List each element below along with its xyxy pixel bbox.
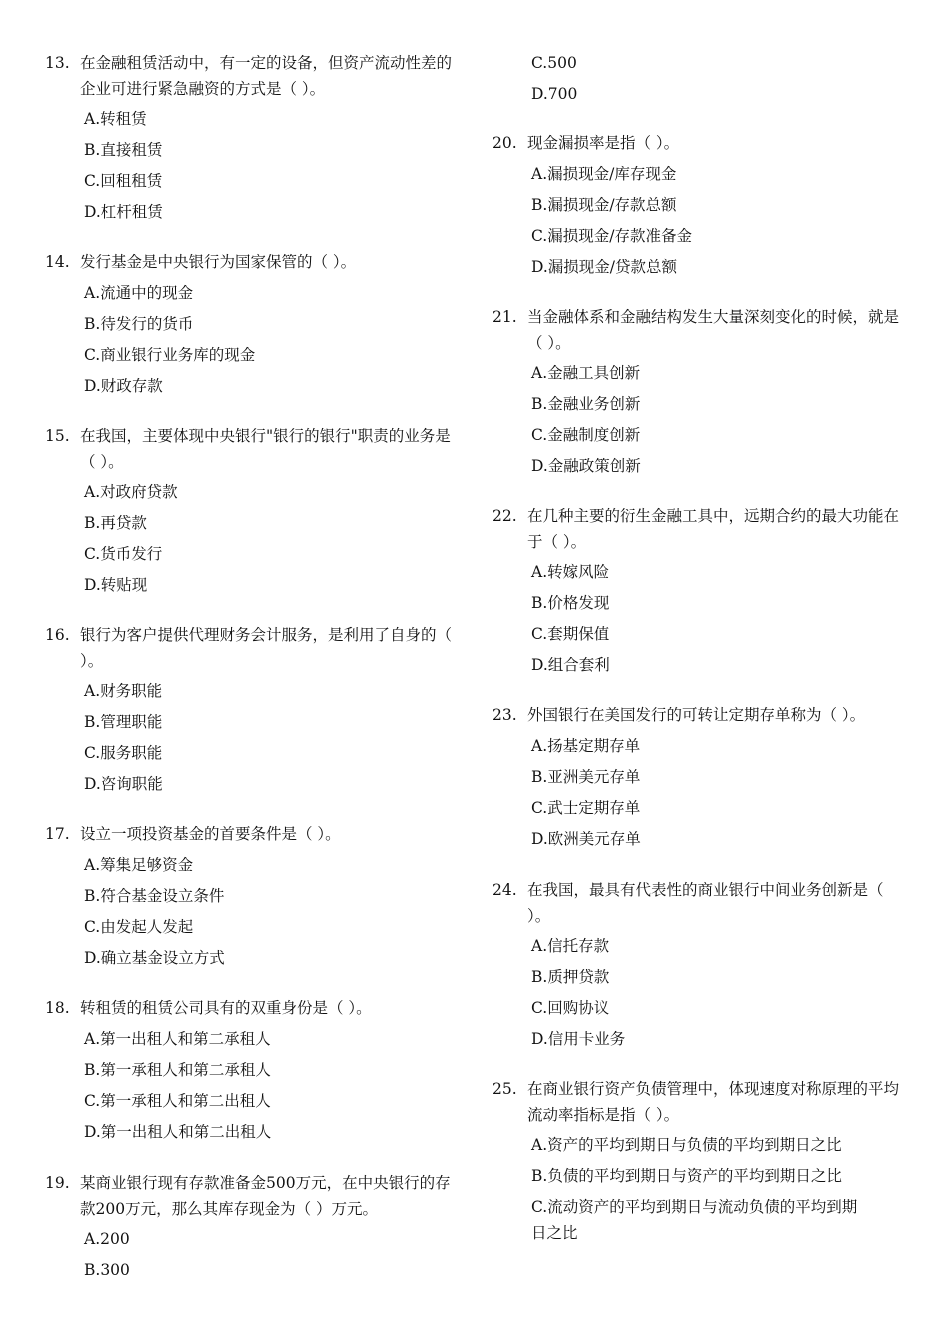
option-b: B.第一承租人和第二承租人 — [84, 1061, 271, 1079]
question-stem: 在我国，最具有代表性的商业银行中间业务创新是（ ）。 — [527, 881, 884, 925]
option-a: A.转嫁风险 — [531, 563, 610, 581]
question-number: 21. — [492, 308, 517, 326]
option-b: B.管理职能 — [84, 713, 163, 731]
option-d: D.欧洲美元存单 — [531, 830, 641, 848]
option-d: D.杠杆租赁 — [84, 203, 163, 221]
question-stem: 发行基金是中央银行为国家保管的（ ）。 — [80, 253, 357, 271]
option-c: C.500 — [531, 54, 577, 72]
option-a: A.金融工具创新 — [531, 364, 641, 382]
option-c: C.回购协议 — [531, 999, 610, 1017]
question-stem: 当金融体系和金融结构发生大量深刻变化的时候，就是（ ）。 — [527, 308, 900, 352]
option-d: D.财政存款 — [84, 377, 163, 395]
option-c: C.回租租赁 — [84, 172, 163, 190]
question-stem: 在商业银行资产负债管理中，体现速度对称原理的平均流动率指标是指（ ）。 — [527, 1080, 900, 1124]
question-number: 13. — [45, 54, 70, 72]
option-c: C.漏损现金/存款准备金 — [531, 227, 692, 245]
option-a: A.转租赁 — [84, 110, 147, 128]
question-stem: 转租赁的租赁公司具有的双重身份是（ ）。 — [80, 999, 372, 1017]
option-d: D.组合套利 — [531, 656, 610, 674]
option-a: A.流通中的现金 — [84, 284, 194, 302]
option-c: C.服务职能 — [84, 744, 163, 762]
option-b: B.符合基金设立条件 — [84, 887, 225, 905]
option-d: D.700 — [531, 85, 578, 103]
question-stem: 某商业银行现有存款准备金500万元，在中央银行的存款200万元，那么其库存现金为（ ）万元。 — [80, 1174, 451, 1218]
question-number: 20. — [492, 134, 517, 152]
option-d: D.第一出租人和第二出租人 — [84, 1123, 272, 1141]
option-b: B.价格发现 — [531, 594, 610, 612]
question-number: 22. — [492, 507, 517, 525]
question-stem: 外国银行在美国发行的可转让定期存单称为（ ）。 — [527, 706, 866, 724]
question-number: 14. — [45, 253, 70, 271]
option-b: B.漏损现金/存款总额 — [531, 196, 677, 214]
question-number: 23. — [492, 706, 517, 724]
option-c: C.货币发行 — [84, 545, 163, 563]
option-b: B.金融业务创新 — [531, 395, 641, 413]
option-a: A.第一出租人和第二承租人 — [84, 1030, 271, 1048]
option-c: C.商业银行业务库的现金 — [84, 346, 256, 364]
option-d: D.转贴现 — [84, 576, 148, 594]
question-number: 18. — [45, 999, 70, 1017]
option-b: B.负债的平均到期日与资产的平均到期日之比 — [531, 1167, 842, 1185]
option-c: C.由发起人发起 — [84, 918, 194, 936]
option-b: B.质押贷款 — [531, 968, 610, 986]
question-stem: 在几种主要的衍生金融工具中，远期合约的最大功能在于（ ）。 — [527, 507, 900, 551]
option-c: C.武士定期存单 — [531, 799, 641, 817]
question-stem: 现金漏损率是指（ ）。 — [527, 134, 680, 152]
option-d: D.金融政策创新 — [531, 457, 641, 475]
question-number: 17. — [45, 825, 70, 843]
question-number: 25. — [492, 1080, 517, 1098]
option-c: C.金融制度创新 — [531, 426, 641, 444]
option-d: D.确立基金设立方式 — [84, 949, 225, 967]
question-number: 19. — [45, 1174, 70, 1192]
option-a: A.200 — [84, 1230, 130, 1248]
question-stem: 银行为客户提供代理财务会计服务，是利用了自身的（ ）。 — [80, 626, 453, 670]
option-a: A.信托存款 — [531, 937, 610, 955]
option-a: A.扬基定期存单 — [531, 737, 641, 755]
option-b: B.直接租赁 — [84, 141, 163, 159]
question-stem: 在我国，主要体现中央银行"银行的银行"职责的业务是（ ）。 — [80, 427, 451, 471]
option-c: C.套期保值 — [531, 625, 610, 643]
option-a: A.财务职能 — [84, 682, 163, 700]
question-number: 16. — [45, 626, 70, 644]
question-number: 15. — [45, 427, 70, 445]
option-b: B.再贷款 — [84, 514, 147, 532]
question-number: 24. — [492, 881, 517, 899]
option-d: D.漏损现金/贷款总额 — [531, 258, 678, 276]
option-b: B.亚洲美元存单 — [531, 768, 641, 786]
option-d: D.信用卡业务 — [531, 1030, 626, 1048]
option-a: A.漏损现金/库存现金 — [531, 165, 677, 183]
option-b: B.待发行的货币 — [84, 315, 194, 333]
option-c: C.流动资产的平均到期日与流动负债的平均到期日之比 — [531, 1198, 858, 1242]
question-stem: 设立一项投资基金的首要条件是（ ）。 — [80, 825, 341, 843]
option-a: A.对政府贷款 — [84, 483, 178, 501]
question-stem: 在金融租赁活动中，有一定的设备，但资产流动性差的企业可进行紧急融资的方式是（ ）。 — [80, 54, 453, 98]
option-a: A.资产的平均到期日与负债的平均到期日之比 — [531, 1136, 842, 1154]
option-b: B.300 — [84, 1261, 130, 1279]
option-a: A.筹集足够资金 — [84, 856, 194, 874]
option-d: D.咨询职能 — [84, 775, 163, 793]
option-c: C.第一承租人和第二出租人 — [84, 1092, 271, 1110]
